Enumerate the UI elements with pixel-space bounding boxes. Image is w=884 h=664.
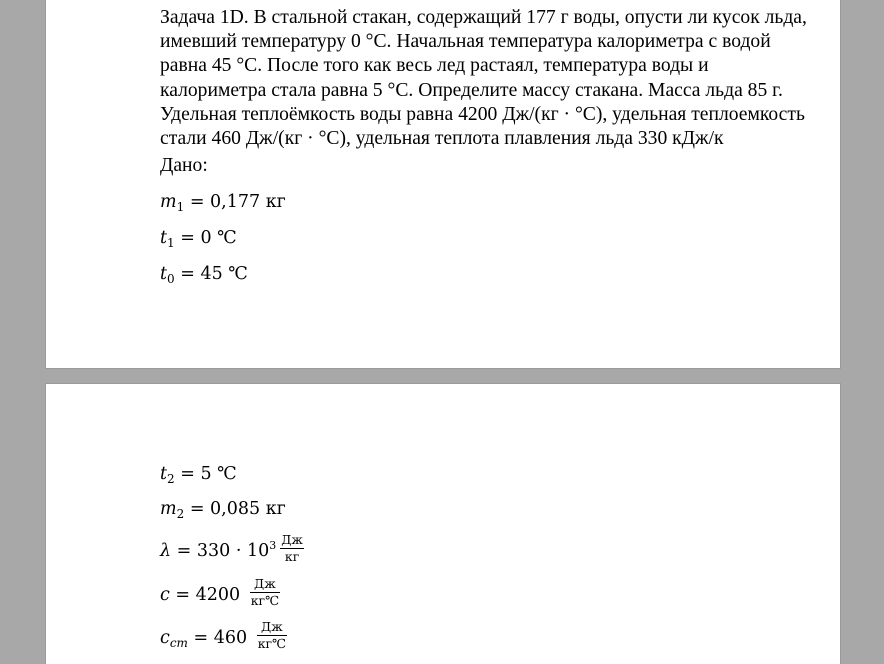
subscript: 2 xyxy=(167,472,175,486)
value: = 0,177 кг xyxy=(184,192,286,212)
given-m2 xyxy=(160,497,286,521)
problem-statement: Задача 1D. В стальной стакан, содержащий 177 г воды, опусти ли кусок льда, имевший температуру 0 °С. Начальная температура калориметра с водой равна 45 °С. После того как весь лед растаял, температура воды и калориметра стала равна 5 °С. Определите массу стакана. Масса льда 85 г. Удельная теплоёмкость воды равна 4200 Дж/(кг · °С), удельная теплоемкость стали 460 Дж/(кг · °С), удельная теплота плавления льда 330 кДж/к xyxy=(160,7,807,150)
unit-numerator: Дж xyxy=(257,620,287,636)
value: = 0,085 кг xyxy=(184,499,286,519)
symbol: m xyxy=(160,499,177,519)
unit-numerator: Дж xyxy=(250,577,280,593)
unit-fraction xyxy=(257,620,287,651)
given-c xyxy=(160,576,280,611)
given-lambda xyxy=(160,532,304,567)
value: = 330 · 10 xyxy=(171,541,270,561)
document-page-1 xyxy=(46,0,840,368)
subscript: ст xyxy=(169,636,188,650)
symbol: m xyxy=(160,192,177,212)
exponent: 3 xyxy=(269,539,277,552)
unit-fraction xyxy=(250,577,280,608)
symbol: λ xyxy=(160,541,172,561)
given-t2 xyxy=(160,462,237,486)
value: = 5 ℃ xyxy=(174,464,237,484)
unit-denominator: кг℃ xyxy=(250,593,280,608)
symbol: t xyxy=(160,264,168,284)
unit-fraction xyxy=(280,533,304,564)
symbol: c xyxy=(160,585,170,605)
symbol: c xyxy=(160,628,170,648)
given-t0 xyxy=(160,262,248,286)
unit-denominator: кг xyxy=(284,549,300,564)
symbol: t xyxy=(160,228,168,248)
given-heading: Дано: xyxy=(160,155,208,176)
unit-denominator: кг℃ xyxy=(257,636,287,651)
value: = 460 xyxy=(187,628,253,648)
unit-numerator: Дж xyxy=(281,532,303,547)
subscript: 1 xyxy=(167,236,175,250)
document-page-2 xyxy=(46,384,840,664)
given-t1 xyxy=(160,226,237,250)
subscript: 2 xyxy=(176,507,185,521)
value: = 4200 xyxy=(169,585,246,605)
value: = 0 ℃ xyxy=(174,228,237,248)
symbol: t xyxy=(160,464,168,484)
subscript: 1 xyxy=(176,200,185,214)
subscript: 0 xyxy=(167,272,175,286)
value: = 45 ℃ xyxy=(174,264,248,284)
given-c-steel xyxy=(160,619,287,654)
given-m1 xyxy=(160,190,286,214)
